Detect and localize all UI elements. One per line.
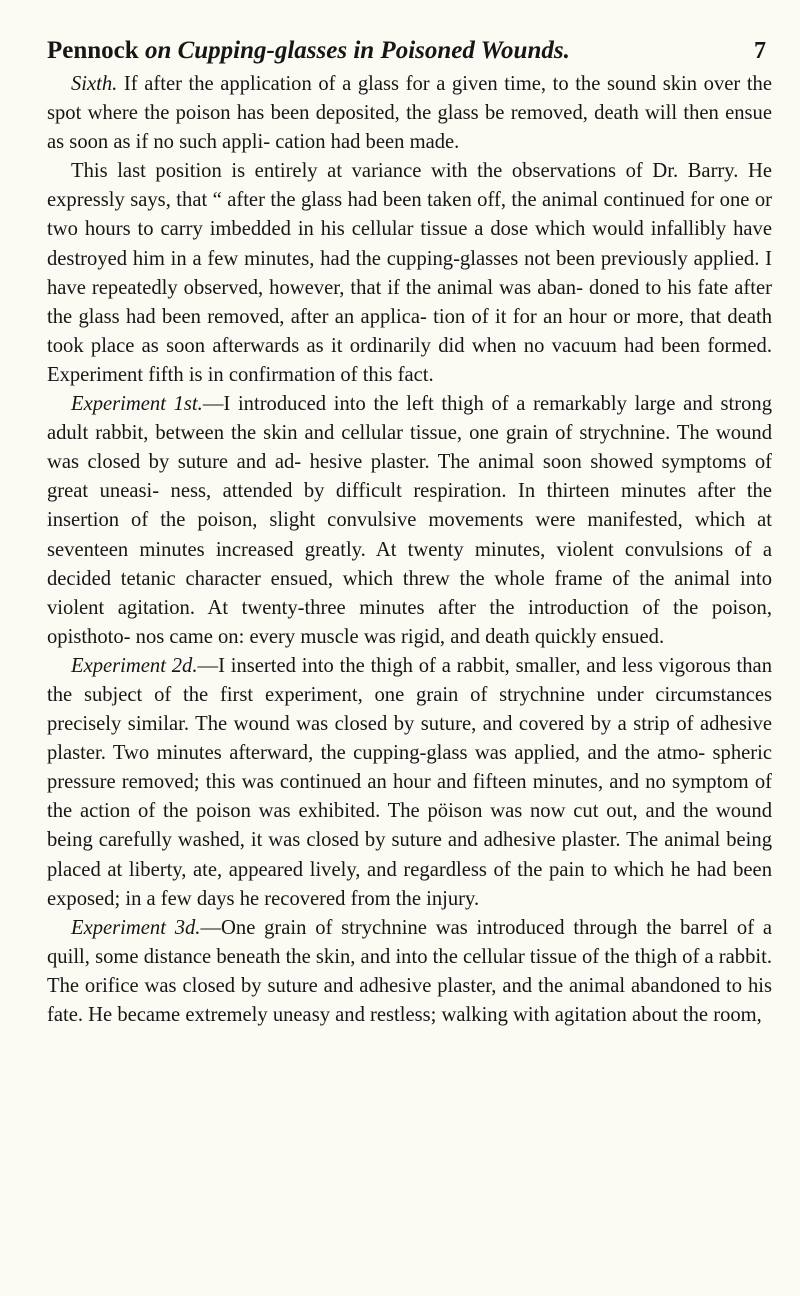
paragraph-text: If after the application of a glass for a given time, to the sound skin over the spot where the poison has been deposited, the glass be removed, death will then ensue as soon as if no such appli- cation had been made. [47, 73, 772, 154]
paragraph-barry [47, 157, 772, 390]
running-title-text: Cupping-glasses in Poisoned Wounds. [177, 37, 570, 64]
running-title-connector: on [144, 37, 172, 64]
paragraph-lead: Experiment 2d. [71, 654, 198, 677]
running-head [47, 36, 772, 70]
page-number: 7 [754, 38, 766, 64]
paragraph-experiment-2 [47, 652, 772, 914]
paragraph-text: —One grain of strychnine was introduced through the barrel of a quill, some distance beneath the skin, and into the cellular tissue of the thigh of a rabbit. The orifice was closed by suture and adhesive plaster, and the animal abandoned to his fate. He became extremely uneasy and restless; walking with agitation about the room, [47, 916, 772, 1026]
paragraph-sixth [47, 70, 772, 157]
paragraph-lead: Experiment 3d. [71, 916, 201, 939]
paragraph-experiment-3 [47, 914, 772, 1030]
body-text [47, 70, 772, 1030]
running-title [47, 36, 570, 66]
paragraph-lead: Sixth. [71, 73, 118, 95]
paragraph-experiment-1 [47, 390, 772, 652]
paragraph-text: This last position is entirely at variance with the observations of Dr. Barry. He expressly says, that “ after the glass had been taken off, the animal continued for one or two hours to carry imbedded in his cellular tissue a dose which would infallibly have destroyed him in a few minutes, had the cupping-glasses not been previously applied. I have repeatedly observed, however, that if the animal was aban- doned to his fate after the glass had been removed, after an applica- tion of it for an hour or more, that death took place as soon afterwards as it ordinarily did when no vacuum had been formed. Experiment fifth is in confirmation of this fact. [47, 160, 772, 386]
paragraph-text: —I introduced into the left thigh of a remarkably large and strong adult rabbit, between the skin and cellular tissue, one grain of strychnine. The wound was closed by suture and ad- hesive plaster. The animal soon showed symptoms of great uneasi- ness, attended by difficult respiration. In thirteen minutes after the insertion of the poison, slight convulsive movements were manifested, which at seventeen minutes increased greatly. At twenty minutes, violent convulsions of a decided tetanic character ensued, which threw the whole frame of the animal into violent agitation. At twenty-three minutes after the introduction of the poison, opisthoto- nos came on: every muscle was rigid, and death quickly ensued. [47, 393, 772, 648]
running-title-author: Pennock [47, 37, 139, 64]
paragraph-lead: Experiment 1st. [71, 393, 203, 416]
paragraph-text: —I inserted into the thigh of a rabbit, smaller, and less vigorous than the subject of the first experiment, one grain of strychnine under circumstances precisely similar. The wound was closed by suture, and covered by a strip of adhesive plaster. Two minutes afterward, the cupping-glass was applied, and the atmo- spheric pressure removed; this was continued an hour and fifteen minutes, and no symptom of the action of the poison was exhibited. The pöison was now cut out, and the wound being carefully washed, it was closed by suture and adhesive plaster. The animal being placed at liberty, ate, appeared lively, and regardless of the pain to which he had been exposed; in a few days he recovered from the injury. [47, 654, 772, 910]
